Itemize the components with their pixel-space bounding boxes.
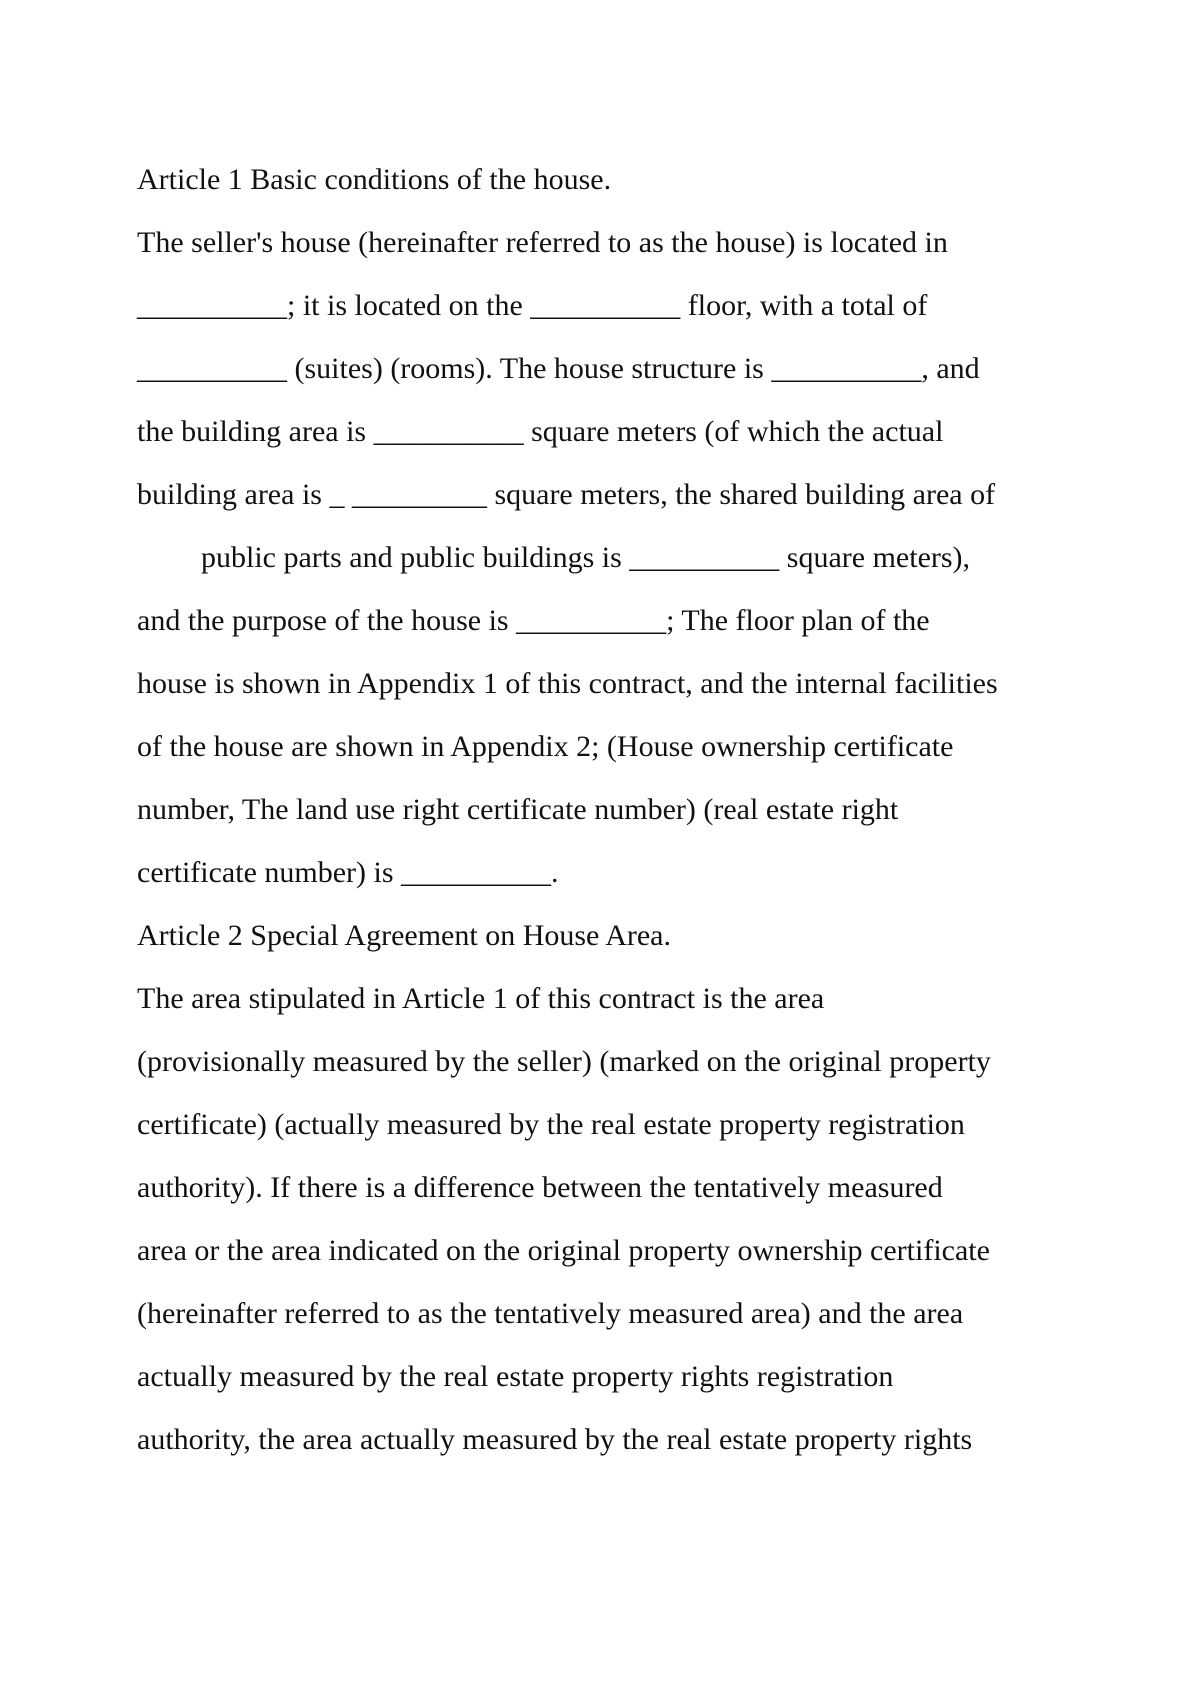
- text-line: (hereinafter referred to as the tentatively measured area) and the area: [137, 1297, 964, 1330]
- text-line: authority). If there is a difference between the tentatively measured: [137, 1171, 943, 1204]
- text-line: __________; it is located on the __________ floor, with a total of: [137, 289, 928, 322]
- text-line: building area is _ _________ square meters, the shared building area of: [137, 478, 996, 511]
- text-line: actually measured by the real estate property rights registration: [137, 1360, 894, 1393]
- text-line: public parts and public buildings is __________ square meters),: [201, 541, 971, 574]
- text-line: house is shown in Appendix 1 of this contract, and the internal facilities: [137, 667, 998, 700]
- text-line: authority, the area actually measured by the real estate property rights: [137, 1423, 973, 1456]
- text-line: (provisionally measured by the seller) (marked on the original property: [137, 1045, 991, 1078]
- article-2-heading: Article 2 Special Agreement on House Area.: [137, 919, 671, 952]
- text-line: certificate number) is __________.: [137, 856, 559, 889]
- text-line: area or the area indicated on the original property ownership certificate: [137, 1234, 990, 1267]
- text-line: The area stipulated in Article 1 of this contract is the area: [137, 982, 825, 1015]
- text-line: the building area is __________ square meters (of which the actual: [137, 415, 944, 448]
- text-line: The seller's house (hereinafter referred to as the house) is located in: [137, 226, 948, 259]
- text-line: of the house are shown in Appendix 2; (House ownership certificate: [137, 730, 954, 763]
- text-line: number, The land use right certificate number) (real estate right: [137, 793, 899, 826]
- text-line: certificate) (actually measured by the real estate property registration: [137, 1108, 965, 1141]
- article-1-heading: Article 1 Basic conditions of the house.: [137, 163, 612, 196]
- text-line: and the purpose of the house is __________; The floor plan of the: [137, 604, 930, 637]
- text-line: __________ (suites) (rooms). The house structure is __________, and: [137, 352, 980, 385]
- document-body: [137, 148, 1077, 1471]
